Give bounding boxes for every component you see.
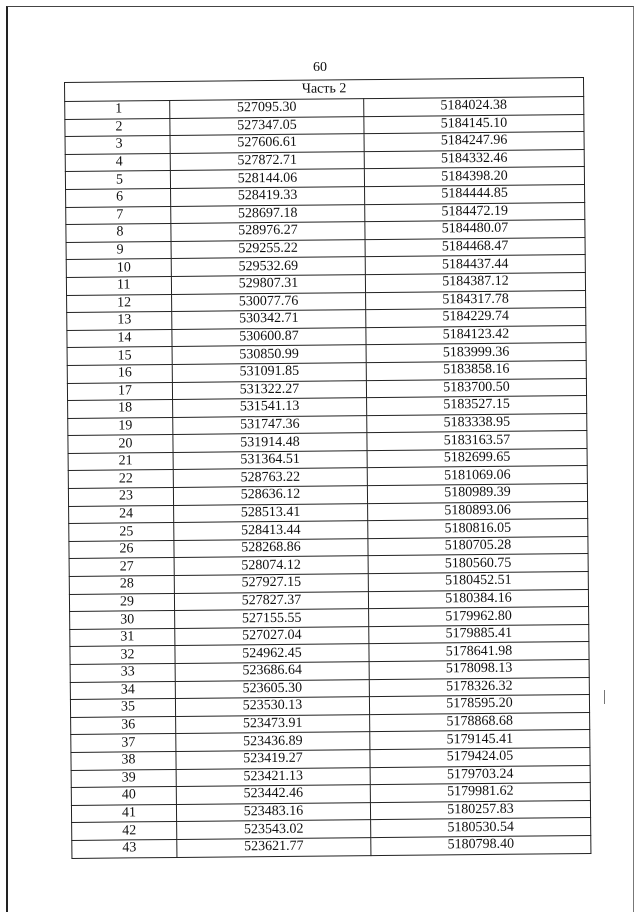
y-coordinate-cell: 5178868.68 bbox=[370, 712, 590, 732]
point-number-cell: 43 bbox=[72, 839, 177, 858]
coordinates-table-wrapper bbox=[64, 77, 590, 858]
y-coordinate-cell: 5179981.62 bbox=[370, 783, 590, 803]
x-coordinate-cell: 527155.55 bbox=[175, 609, 369, 628]
point-number-cell: 24 bbox=[69, 505, 174, 524]
y-coordinate-cell: 5179424.05 bbox=[370, 747, 590, 767]
point-number-cell: 4 bbox=[65, 153, 170, 172]
x-coordinate-cell: 527827.37 bbox=[174, 591, 368, 610]
point-number-cell: 28 bbox=[69, 575, 174, 594]
point-number-cell: 1 bbox=[65, 100, 170, 119]
point-number-cell: 31 bbox=[70, 628, 175, 647]
point-number-cell: 12 bbox=[67, 294, 172, 313]
y-coordinate-cell: 5184444.85 bbox=[365, 184, 585, 204]
x-coordinate-cell: 529807.31 bbox=[171, 275, 365, 294]
x-coordinate-cell: 528763.22 bbox=[173, 468, 367, 487]
coordinates-table bbox=[64, 77, 591, 858]
point-number-cell: 37 bbox=[71, 734, 176, 753]
x-coordinate-cell: 523686.64 bbox=[175, 662, 369, 681]
point-number-cell: 29 bbox=[69, 593, 174, 612]
x-coordinate-cell: 528976.27 bbox=[171, 222, 365, 241]
y-coordinate-cell: 5182699.65 bbox=[367, 448, 587, 468]
x-coordinate-cell: 523605.30 bbox=[175, 679, 369, 698]
x-coordinate-cell: 531541.13 bbox=[173, 398, 367, 417]
x-coordinate-cell: 527347.05 bbox=[170, 116, 364, 135]
point-number-cell: 13 bbox=[67, 312, 172, 331]
point-number-cell: 40 bbox=[71, 787, 176, 806]
y-coordinate-cell: 5179962.80 bbox=[369, 607, 589, 627]
y-coordinate-cell: 5183700.50 bbox=[366, 378, 586, 398]
x-coordinate-cell: 523421.13 bbox=[176, 767, 370, 786]
point-number-cell: 7 bbox=[66, 206, 171, 225]
point-number-cell: 21 bbox=[68, 452, 173, 471]
y-coordinate-cell: 5184123.42 bbox=[366, 325, 586, 345]
y-coordinate-cell: 5180705.28 bbox=[368, 536, 588, 556]
point-number-cell: 32 bbox=[70, 646, 175, 665]
x-coordinate-cell: 527095.30 bbox=[170, 99, 364, 118]
x-coordinate-cell: 528697.18 bbox=[171, 204, 365, 223]
x-coordinate-cell: 528074.12 bbox=[174, 556, 368, 575]
point-number-cell: 35 bbox=[70, 699, 175, 718]
y-coordinate-cell: 5183527.15 bbox=[367, 396, 587, 416]
y-coordinate-cell: 5184317.78 bbox=[366, 290, 586, 310]
y-coordinate-cell: 5179885.41 bbox=[369, 624, 589, 644]
x-coordinate-cell: 523419.27 bbox=[176, 750, 370, 769]
y-coordinate-cell: 5179145.41 bbox=[370, 730, 590, 750]
y-coordinate-cell: 5184387.12 bbox=[365, 272, 585, 292]
y-coordinate-cell: 5180530.54 bbox=[371, 818, 591, 838]
point-number-cell: 17 bbox=[67, 382, 172, 401]
y-coordinate-cell: 5184472.19 bbox=[365, 202, 585, 222]
y-coordinate-cell: 5184145.10 bbox=[364, 114, 584, 134]
x-coordinate-cell: 523442.46 bbox=[176, 785, 370, 804]
point-number-cell: 14 bbox=[67, 329, 172, 348]
y-coordinate-cell: 5178595.20 bbox=[369, 695, 589, 715]
point-number-cell: 34 bbox=[70, 681, 175, 700]
y-coordinate-cell: 5180893.06 bbox=[368, 501, 588, 521]
point-number-cell: 33 bbox=[70, 663, 175, 682]
point-number-cell: 9 bbox=[66, 241, 171, 260]
y-coordinate-cell: 5184247.96 bbox=[364, 132, 584, 152]
point-number-cell: 18 bbox=[68, 400, 173, 419]
y-coordinate-cell: 5183163.57 bbox=[367, 431, 587, 451]
point-number-cell: 15 bbox=[67, 347, 172, 366]
y-coordinate-cell: 5184437.44 bbox=[365, 255, 585, 275]
x-coordinate-cell: 528268.86 bbox=[174, 538, 368, 557]
point-number-cell: 41 bbox=[71, 804, 176, 823]
x-coordinate-cell: 530342.71 bbox=[172, 310, 366, 329]
point-number-cell: 23 bbox=[68, 488, 173, 507]
point-number-cell: 25 bbox=[69, 523, 174, 542]
x-coordinate-cell: 523483.16 bbox=[176, 802, 370, 821]
y-coordinate-cell: 5180452.51 bbox=[368, 572, 588, 592]
x-coordinate-cell: 527606.61 bbox=[170, 134, 364, 153]
table-caption: Часть 2 bbox=[65, 78, 584, 102]
x-coordinate-cell: 528144.06 bbox=[170, 169, 364, 188]
point-number-cell: 30 bbox=[70, 611, 175, 630]
scan-artifact-mark bbox=[604, 690, 605, 704]
y-coordinate-cell: 5184229.74 bbox=[366, 308, 586, 328]
table-body bbox=[65, 97, 591, 858]
x-coordinate-cell: 530077.76 bbox=[172, 292, 366, 311]
page-number: 60 bbox=[313, 60, 327, 75]
y-coordinate-cell: 5180816.05 bbox=[368, 519, 588, 539]
y-coordinate-cell: 5178326.32 bbox=[369, 677, 589, 697]
point-number-cell: 22 bbox=[68, 470, 173, 489]
y-coordinate-cell: 5184332.46 bbox=[364, 149, 584, 169]
x-coordinate-cell: 531364.51 bbox=[173, 450, 367, 469]
point-number-cell: 10 bbox=[66, 259, 171, 278]
x-coordinate-cell: 530850.99 bbox=[172, 345, 366, 364]
y-coordinate-cell: 5184480.07 bbox=[365, 220, 585, 240]
x-coordinate-cell: 531747.36 bbox=[173, 415, 367, 434]
x-coordinate-cell: 528636.12 bbox=[173, 486, 367, 505]
y-coordinate-cell: 5183858.16 bbox=[366, 360, 586, 380]
x-coordinate-cell: 524962.45 bbox=[175, 644, 369, 663]
y-coordinate-cell: 5183999.36 bbox=[366, 343, 586, 363]
x-coordinate-cell: 523436.89 bbox=[176, 732, 370, 751]
point-number-cell: 36 bbox=[71, 716, 176, 735]
x-coordinate-cell: 528513.41 bbox=[174, 503, 368, 522]
y-coordinate-cell: 5178098.13 bbox=[369, 659, 589, 679]
y-coordinate-cell: 5184398.20 bbox=[364, 167, 584, 187]
point-number-cell: 6 bbox=[66, 188, 171, 207]
point-number-cell: 2 bbox=[65, 118, 170, 137]
point-number-cell: 42 bbox=[72, 822, 177, 841]
x-coordinate-cell: 529532.69 bbox=[171, 257, 365, 276]
y-coordinate-cell: 5180560.75 bbox=[368, 554, 588, 574]
point-number-cell: 8 bbox=[66, 224, 171, 243]
x-coordinate-cell: 530600.87 bbox=[172, 327, 366, 346]
point-number-cell: 16 bbox=[67, 364, 172, 383]
x-coordinate-cell: 523621.77 bbox=[177, 838, 371, 857]
y-coordinate-cell: 5180384.16 bbox=[368, 589, 588, 609]
y-coordinate-cell: 5180989.39 bbox=[367, 484, 587, 504]
x-coordinate-cell: 527927.15 bbox=[174, 574, 368, 593]
x-coordinate-cell: 527872.71 bbox=[170, 151, 364, 170]
x-coordinate-cell: 523543.02 bbox=[177, 820, 371, 839]
x-coordinate-cell: 528413.44 bbox=[174, 521, 368, 540]
x-coordinate-cell: 523530.13 bbox=[175, 697, 369, 716]
point-number-cell: 20 bbox=[68, 435, 173, 454]
x-coordinate-cell: 531091.85 bbox=[172, 363, 366, 382]
x-coordinate-cell: 523473.91 bbox=[176, 714, 370, 733]
point-number-cell: 39 bbox=[71, 769, 176, 788]
y-coordinate-cell: 5179703.24 bbox=[370, 765, 590, 785]
table-row bbox=[72, 835, 591, 858]
y-coordinate-cell: 5181069.06 bbox=[367, 466, 587, 486]
y-coordinate-cell: 5180257.83 bbox=[370, 800, 590, 820]
y-coordinate-cell: 5184468.47 bbox=[365, 237, 585, 257]
point-number-cell: 11 bbox=[66, 276, 171, 295]
y-coordinate-cell: 5178641.98 bbox=[369, 642, 589, 662]
x-coordinate-cell: 529255.22 bbox=[171, 239, 365, 258]
x-coordinate-cell: 531322.27 bbox=[172, 380, 366, 399]
y-coordinate-cell: 5180798.40 bbox=[371, 835, 591, 855]
x-coordinate-cell: 531914.48 bbox=[173, 433, 367, 452]
point-number-cell: 38 bbox=[71, 751, 176, 770]
y-coordinate-cell: 5183338.95 bbox=[367, 413, 587, 433]
point-number-cell: 27 bbox=[69, 558, 174, 577]
x-coordinate-cell: 528419.33 bbox=[171, 187, 365, 206]
point-number-cell: 5 bbox=[65, 171, 170, 190]
point-number-cell: 3 bbox=[65, 136, 170, 155]
point-number-cell: 26 bbox=[69, 540, 174, 559]
x-coordinate-cell: 527027.04 bbox=[175, 626, 369, 645]
y-coordinate-cell: 5184024.38 bbox=[364, 97, 584, 117]
point-number-cell: 19 bbox=[68, 417, 173, 436]
